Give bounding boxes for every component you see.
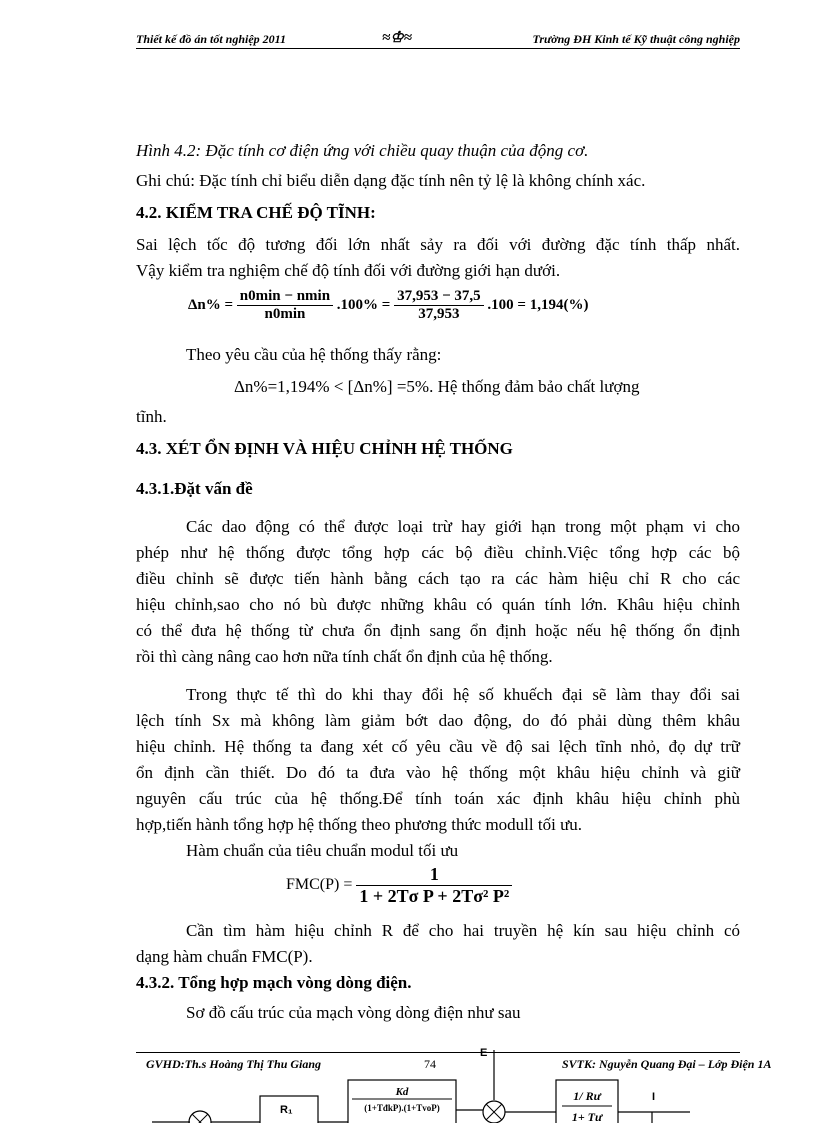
section-4-2-title: 4.2. KIỂM TRA CHẾ ĐỘ TĨNH:: [136, 203, 376, 222]
paragraph-line: lệch tính Sx mà không làm giảm bớt dao động, do đó phải dùng thêm khâu: [136, 711, 740, 730]
paragraph-line: Hàm chuẩn của tiêu chuẩn modul tối ưu: [186, 841, 459, 860]
summing-junction-1: [189, 1111, 211, 1123]
paragraph-line: dạng hàm chuẩn FMC(P).: [136, 947, 313, 966]
paragraph-line: điều chỉnh sẽ được tiến hành bằng cách tạo ra các hàm hiệu chỉ R cho các: [136, 569, 740, 588]
paragraph-line: Δn%=1,194% < [Δn%] =5%. Hệ thống đảm bảo chất lượng: [234, 377, 640, 396]
header-right: Trường ĐH Kinh tế Kỹ thuật công nghiệp: [532, 32, 740, 46]
header-ornament: ≈♔≈: [382, 30, 412, 46]
page-number: 74: [424, 1057, 436, 1071]
armature-den: 1+ Tư: [571, 1110, 603, 1123]
section-4-3-title: 4.3. XÉT ỔN ĐỊNH VÀ HIỆU CHỈNH HỆ THỐNG: [136, 439, 513, 458]
paragraph-line: nguyên cấu trúc của hệ thống.Để tính toán xác định khâu hiệu chỉnh phù: [136, 789, 740, 808]
paragraph-line: Vậy kiểm tra nghiệm chế độ tính đối với đường giới hạn dưới.: [136, 261, 561, 280]
paragraph-line: Sai lệch tốc độ tương đối lớn nhất sảy ra đối với đường đặc tính thấp nhất.: [136, 235, 740, 254]
paragraph-line: hiệu chỉnh,sao cho nó bù được những khâu có quán tính lớn. Khâu hiệu chỉnh: [136, 595, 740, 614]
header-left: Thiết kế đồ án tốt nghiệp 2011: [136, 32, 287, 46]
paragraph-line: hiệu chỉnh. Hệ thống ta đang xét cố yêu cầu về độ sai lệch tĩnh nhỏ, đọ dự trữ: [136, 737, 740, 756]
paragraph-line: Các dao động có thể được loại trừ hay giới hạn trong một phạm vi cho: [186, 517, 740, 536]
converter-num: Kd: [395, 1086, 409, 1098]
current-loop-block-diagram: [0, 1040, 816, 1123]
footer-right: SVTK: Nguyễn Quang Đại – Lớp Điện 1A: [562, 1057, 772, 1071]
modul-optimum-formula: FMC(P) = $\frac{1}{\text{1 + 2Tσ P + 2Tσ² P²}}$: [286, 864, 512, 907]
figure-caption: Hình 4.2: Đặc tính cơ điện ứng với chiều quay thuận của động cơ.: [136, 141, 589, 160]
subsection-4-3-1-title: 4.3.1.Đặt vấn đề: [136, 479, 253, 498]
paragraph-line: hợp,tiến hành tổng hợp hệ thống theo phương thức modull tối ưu.: [136, 815, 583, 834]
r1-label: R₁: [280, 1104, 293, 1116]
paragraph-line: rồi thì càng nâng cao hơn nữa tính chất ổn định của hệ thống.: [136, 647, 553, 666]
e-label: E: [480, 1047, 488, 1059]
paragraph-line: ổn định cần thiết. Do đó ta đưa vào hệ thống một khâu hiệu chỉnh và giữ: [136, 763, 740, 782]
paragraph-line: tĩnh.: [136, 407, 167, 426]
footer-left: GVHD:Th.s Hoàng Thị Thu Giang: [146, 1057, 322, 1071]
page-header: [136, 30, 740, 50]
paragraph-line: có thể đưa hệ thống từ chưa ổn định sang ổn định hoặc nếu hệ thống ổn định: [136, 621, 740, 640]
paragraph-line: Sơ đồ cấu trúc của mạch vòng dòng điện như sau: [186, 1003, 521, 1022]
armature-num: 1/ Rư: [573, 1089, 601, 1103]
summing-junction-2: [483, 1101, 505, 1123]
static-error-formula: Δn% = $\frac{n0\min - nmin}{n0\min}$ .100% = $\frac{37,953 - 37,5}{37,953}$ .100 = 1,194(%): [188, 288, 589, 322]
paragraph-line: Theo yêu cầu của hệ thống thấy rằng:: [186, 345, 442, 364]
paragraph-line: Trong thực tế thì do khi thay đổi hệ số khuếch đại sẽ làm thay đổi sai: [186, 685, 740, 704]
output-label: I: [652, 1091, 656, 1103]
note: Ghi chú: Đặc tính chỉ biểu diễn dạng đặc tính nên tỷ lệ là không chính xác.: [136, 171, 646, 190]
subsection-4-3-2-title: 4.3.2. Tổng hợp mạch vòng dòng điện.: [136, 973, 412, 992]
paragraph-line: Cần tìm hàm hiệu chỉnh R để cho hai truyền hệ kín sau hiệu chỉnh có: [186, 921, 740, 940]
paragraph-line: phép như hệ thống được tổng hợp các bộ điều chỉnh.Việc tổng hợp các bộ: [136, 543, 740, 562]
header-rule: [136, 48, 740, 49]
converter-den: (1+TđkP).(1+TvoP): [364, 1103, 440, 1113]
